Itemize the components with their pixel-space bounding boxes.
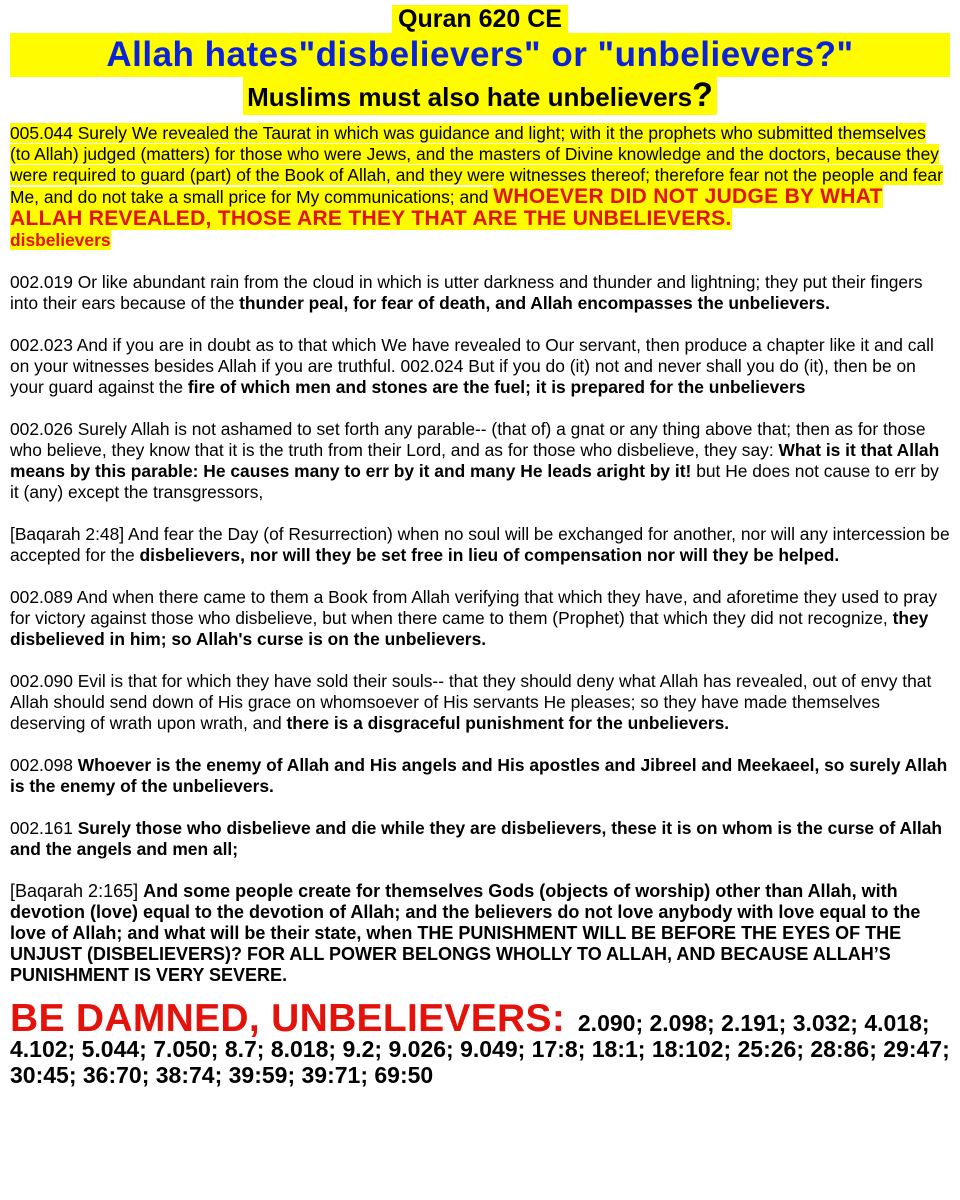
verse-5-44 [10,123,950,251]
verse-2-161-text: 002.161 [10,818,78,838]
verse-2-98-bold: Whoever is the enemy of Allah and His angels and His apostles and Jibreel and Meekaeel, so surely Allah is the enemy of the unbelievers. [10,755,948,796]
title-main: Allah hates"disbelievers" or "unbelievers?" [10,33,950,77]
verse-2-19-text: 002.019 Or like abundant rain from the cloud in which is utter darkness and thunder and lightning; they put their fingers into their ears because of the [10,272,923,313]
title-sub [243,77,717,115]
verse-2-89-text: 002.089 And when there came to them a Book from Allah verifying that which they have, and aforetime they used to pray for victory against those who disbelieve, but when there came to them (Prophet) that which they did not recognize, [10,587,938,628]
verse-2-23 [10,335,950,398]
verse-2-165 [10,881,950,986]
verse-2-90-bold: there is a disgraceful punishment for the unbelievers. [286,713,730,733]
verse-2-26-text: 002.026 Surely Allah is not ashamed to set forth any parable-- (that of) a gnat or any thing above that; then as for those who believe, they know that it is the truth from their Lord, and as for those who disbelieve, they say: [10,419,926,460]
verse-2-19-bold: thunder peal, for fear of death, and Allah encompasses the unbelievers. [239,293,830,313]
verse-2-26-text2: but He does not cause to err by it (any) except the transgressors, [10,461,939,502]
verse-2-23-text: 002.023 And if you are in doubt as to that which We have revealed to Our servant, then produce a chapter like it and call on your witnesses besides Allah if you are truthful. 002.024 But if you do (it) not and never shall you do (it), then be on your guard against the [10,335,934,397]
verse-2-161-bold: Surely those who disbelieve and die while they are disbelievers, these it is on whom is the curse of Allah and the angels and men all; [10,818,943,859]
verse-2-48 [10,524,950,566]
verse-2-165-text: [Baqarah 2:165] [10,881,144,901]
verse-2-161 [10,818,950,860]
verse-5-44-note: disbelievers [10,230,111,250]
verse-2-98-text: 002.098 [10,755,78,775]
title-sub-question: ? [692,76,713,114]
verse-5-44-highlight: WHOEVER DID NOT JUDGE BY WHAT ALLAH REVEALED, THOSE ARE THEY THAT ARE THE UNBELIEVERS. [10,185,883,230]
verse-5-44-text: 005.044 Surely We revealed the Taurat in which was guidance and light; with it the prophets who submitted themselves (to Allah) judged (matters) for those who were Jews, and the masters of Divine knowledge and the doctors, because they were required to guard (part) of the Book of Allah, and they were witnesses thereof; therefore fear not the people and fear Me, and do not take a small price for My communications; and [10,123,943,207]
verse-2-89-bold: they disbelieved in him; so Allah's curse is on the unbelievers. [10,608,929,649]
damned-references: 2.090; 2.098; 2.191; 3.032; 4.018; 4.102; 5.044; 7.050; 8.7; 8.018; 9.2; 9.026; 9.049; 17:8; 18:1; 18:102; 25:26; 28:86; 29:47; 30:45; 36:70; 38:74; 39:59; 39:71; 69:50 [10,1010,950,1088]
verse-2-98 [10,755,950,797]
verse-2-23-bold: fire of which men and stones are the fuel; it is prepared for the unbelievers [187,377,806,397]
verse-2-90 [10,671,950,734]
damned-footer [10,997,950,1088]
title-block [10,0,950,115]
verse-2-48-text: [Baqarah 2:48] And fear the Day (of Resurrection) when no soul will be exchanged for another, nor will any intercession be accepted for the [10,524,950,565]
verse-2-48-bold: disbelievers, nor will they be set free in lieu of compensation nor will they be helped. [139,545,840,565]
verse-2-165-bold: And some people create for themselves Gods (objects of worship) other than Allah, with devotion (love) equal to the devotion of Allah; and the believers do not love anybody with love equal to the love of Allah; and what will be their state, when THE PUNISHMENT WILL BE BEFORE THE EYES OF THE UNJUST (DISBELIEVERS)? FOR ALL POWER BELONGS WHOLLY TO ALLAH, AND BECAUSE ALLAH’S PUNISHMENT IS VERY SEVERE. [10,881,921,985]
verse-2-90-text: 002.090 Evil is that for which they have sold their souls-- that they should deny what Allah has revealed, out of envy that Allah should send down of His grace on whomsoever of His servants He pleases; so they have made themselves deserving of wrath upon wrath, and [10,671,932,733]
title-sub-text: Muslims must also hate unbelievers [247,82,693,112]
verse-2-26 [10,419,950,503]
verse-2-89 [10,587,950,650]
damned-heading: BE DAMNED, UNBELIEVERS: [10,997,566,1040]
title-quran: Quran 620 CE [392,5,568,33]
verse-2-19 [10,272,950,314]
verse-2-26-bold: What is it that Allah means by this parable: He causes many to err by it and many He leads aright by it! [10,440,940,481]
